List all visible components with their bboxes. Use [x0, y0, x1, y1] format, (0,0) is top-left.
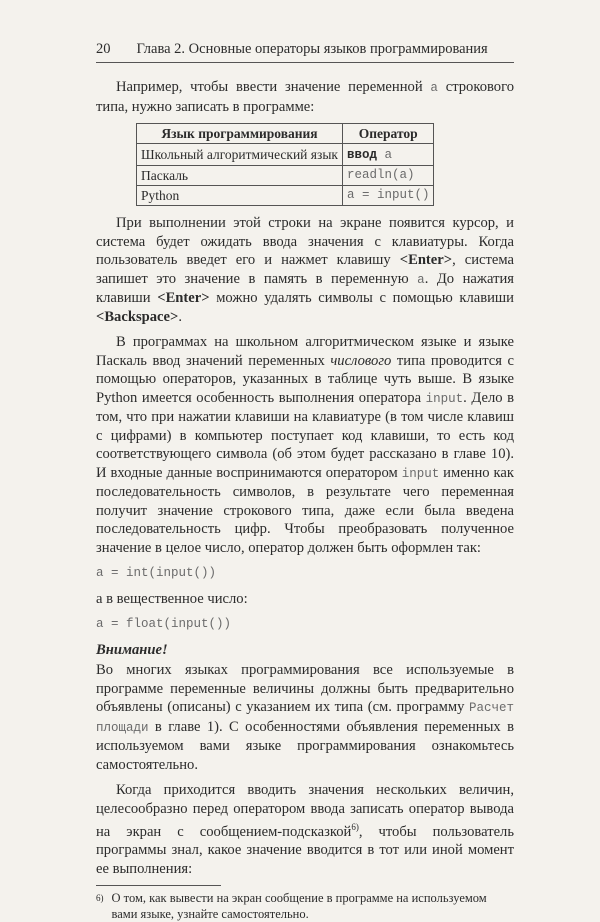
table-row	[137, 144, 434, 166]
paragraph-float: а в вещественное число:	[96, 590, 248, 607]
footnote-divider	[96, 885, 221, 886]
page-content	[96, 78, 514, 922]
code-int: a = int(input())	[96, 566, 217, 580]
operators-table	[136, 123, 434, 206]
table-row	[137, 166, 434, 186]
attention-heading: Внимание!	[96, 641, 168, 658]
table-cell-language: Школьный алгоритмический язык	[137, 144, 343, 166]
footnote	[96, 890, 514, 922]
table-cell-operator: readln(a)	[342, 166, 434, 186]
inline-code: a	[430, 81, 438, 95]
table-cell-language: Паскаль	[137, 166, 343, 186]
running-header	[96, 40, 514, 63]
paragraph-cursor: При выполнении этой строки на экране появится курсор, и система будет ожидать ввода значения с клавиатуры. Когда пользователь введет его и нажмет клавишу <Enter>, система запишет это значение в память в переменную a. До нажатия клавиши <Enter> можно удалять символы с помощью клавиши <Backspace>.	[96, 215, 514, 325]
table-header-language: Язык программирования	[137, 124, 343, 144]
footnote-mark: 6)	[96, 893, 104, 904]
table-header-row	[137, 124, 434, 144]
table-header-operator: Оператор	[342, 124, 434, 144]
footnote-text: О том, как вывести на экран сообщение в программе на используемом вами языке, узнайте самостоятельно.	[111, 891, 487, 922]
paragraph-intro: Например, чтобы ввести значение переменной a строкового типа, нужно записать в программе:	[96, 79, 514, 115]
paragraph-numeric-input: В программах на школьном алгоритмическом языке и языке Паскаль ввод значений переменных числового типа проводится с помощью операторов, указанных в таблице чуть выше. В языке Python имеется особенность выполнения оператора input. Дело в том, что при нажатии клавиши на клавиатуре (в том числе клавиш с цифрами) в компьютер поступает код клавиши, то есть код соответствующего символа (об этом будет рассказано в главе 10). И входные данные воспринимаются оператором input именно как последовательность символов, в результате чего переменная получит значение строкового типа, даже если была введена последовательность цифр. Чтобы преобразовать полученное значение в целое число, оператор должен быть оформлен так:	[96, 334, 514, 556]
table-cell-language: Python	[137, 186, 343, 206]
code-float: a = float(input())	[96, 617, 232, 631]
table-row	[137, 186, 434, 206]
footnote-ref: 6)	[351, 822, 359, 832]
paragraph-prompt: Когда приходится вводить значения нескольких величин, целесообразно перед оператором ввода записать оператор вывода на экран с сообщением-подсказкой$^{6)}$, чтобы пользователь программы знал, какое значение вводится в тот или иной момент ее выполнения:	[96, 782, 514, 877]
table-cell-operator: ввод a	[342, 144, 434, 166]
page-number: 20	[96, 41, 111, 57]
chapter-title: Глава 2. Основные операторы языков программирования	[136, 41, 488, 57]
paragraph-declarations: Во многих языках программирования все используемые в программе переменные величины должны быть предварительно объявлены (описаны) с указанием их типа (см. программу Расчет площади в главе 1). С особенностями объявления переменных в используемом вами языке программирования ознакомьтесь самостоятельно.	[96, 662, 514, 773]
table-cell-operator: a = input()	[342, 186, 434, 206]
